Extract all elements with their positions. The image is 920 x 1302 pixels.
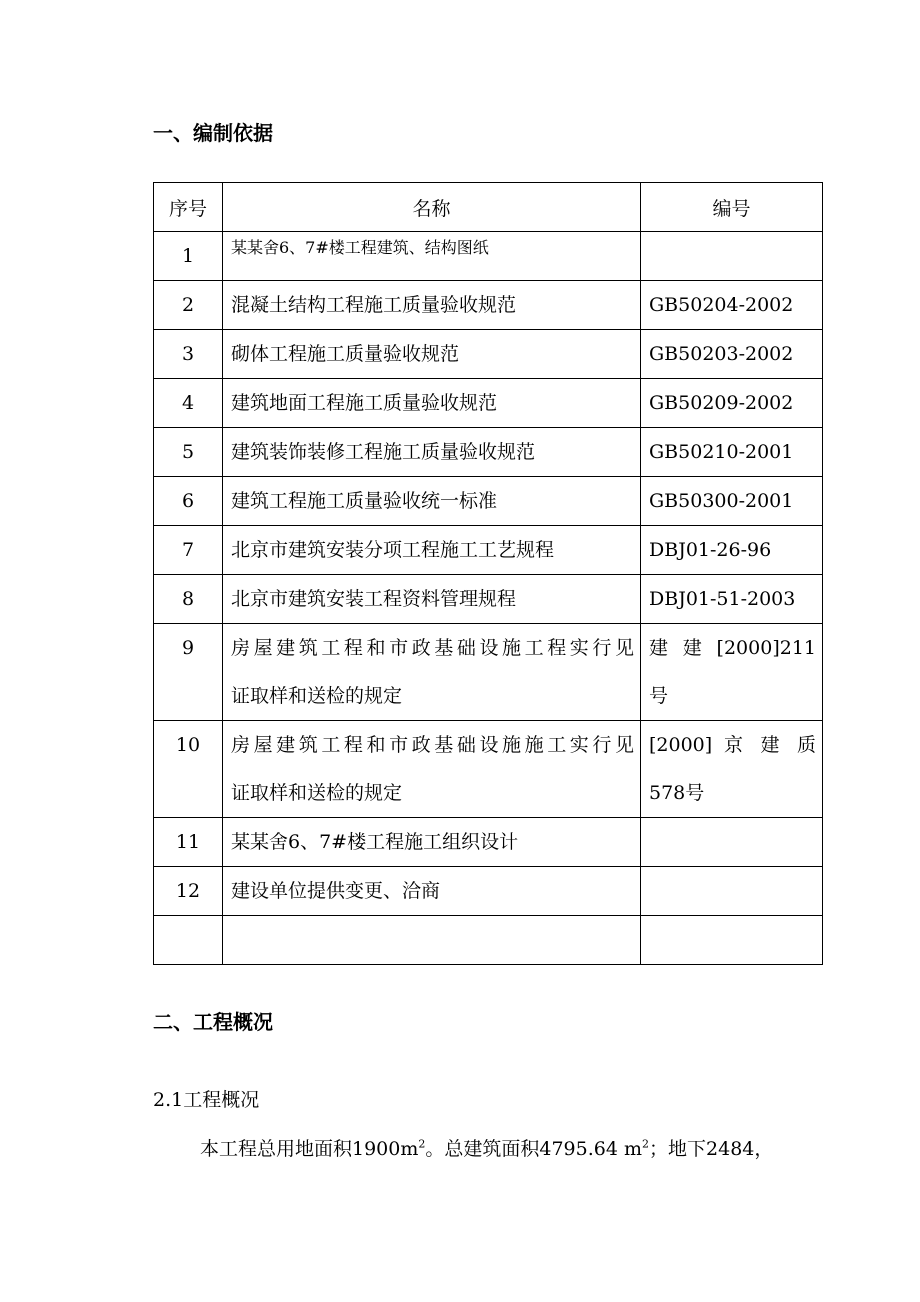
cell-name: 北京市建筑安装分项工程施工工艺规程	[223, 526, 641, 575]
compilation-basis-table	[153, 182, 823, 965]
paragraph-text: 本工程总用地面积1900m	[200, 1138, 419, 1160]
cell-code	[641, 818, 823, 867]
cell-no: 8	[154, 575, 223, 624]
paragraph-text: 。总建筑面积4795.64 m	[425, 1138, 643, 1160]
table-row	[154, 330, 823, 379]
cell-name	[223, 624, 641, 721]
cell-name: 建设单位提供变更、洽商	[223, 867, 641, 916]
table-row	[154, 867, 823, 916]
cell-code: GB50210-2001	[641, 428, 823, 477]
cell-code: DBJ01-26-96	[641, 526, 823, 575]
table-row	[154, 818, 823, 867]
cell-name: 混凝土结构工程施工质量验收规范	[223, 281, 641, 330]
superscript: 2	[642, 1137, 650, 1151]
cell-code: GB50209-2002	[641, 379, 823, 428]
cell-code: GB50203-2002	[641, 330, 823, 379]
cell-no	[154, 916, 223, 965]
cell-code: GB50204-2002	[641, 281, 823, 330]
cell-no: 5	[154, 428, 223, 477]
cell-no: 1	[154, 232, 223, 281]
cell-no: 9	[154, 624, 223, 721]
table-row	[154, 477, 823, 526]
table-row	[154, 232, 823, 281]
table-row	[154, 624, 823, 721]
cell-code-line: 建 建 [2000]211	[649, 637, 816, 659]
cell-name-line: 房屋建筑工程和市政基础设施施工实行见	[231, 734, 634, 756]
cell-name-line: 证取样和送检的规定	[231, 685, 403, 707]
column-header-code: 编号	[641, 183, 823, 232]
cell-name: 北京市建筑安装工程资料管理规程	[223, 575, 641, 624]
cell-name: 某某舍6、7#楼工程施工组织设计	[223, 818, 641, 867]
table-row	[154, 916, 823, 965]
column-header-no: 序号	[154, 183, 223, 232]
table-header-row	[154, 183, 823, 232]
cell-code: DBJ01-51-2003	[641, 575, 823, 624]
cell-code	[641, 721, 823, 818]
cell-no: 7	[154, 526, 223, 575]
cell-name	[223, 721, 641, 818]
cell-name	[223, 916, 641, 965]
cell-no: 11	[154, 818, 223, 867]
table-row	[154, 428, 823, 477]
cell-name: 建筑装饰装修工程施工质量验收规范	[223, 428, 641, 477]
cell-code	[641, 867, 823, 916]
cell-no: 10	[154, 721, 223, 818]
cell-code	[641, 624, 823, 721]
cell-name: 建筑工程施工质量验收统一标准	[223, 477, 641, 526]
cell-no: 2	[154, 281, 223, 330]
cell-name-line: 房屋建筑工程和市政基础设施工程实行见	[231, 637, 634, 659]
cell-code	[641, 916, 823, 965]
table-row	[154, 281, 823, 330]
section-heading-basis: 一、编制依据	[153, 121, 273, 145]
table-row	[154, 379, 823, 428]
cell-name: 建筑地面工程施工质量验收规范	[223, 379, 641, 428]
table-row	[154, 721, 823, 818]
cell-name: 砌体工程施工质量验收规范	[223, 330, 641, 379]
cell-code	[641, 232, 823, 281]
cell-code-line: [2000] 京 建 质	[649, 734, 816, 756]
column-header-name: 名称	[223, 183, 641, 232]
cell-code-line: 号	[649, 685, 669, 707]
cell-no: 12	[154, 867, 223, 916]
table-row	[154, 526, 823, 575]
cell-no: 6	[154, 477, 223, 526]
paragraph-text: ；地下2484，	[649, 1138, 774, 1160]
cell-name-line: 证取样和送检的规定	[231, 782, 403, 804]
table-row	[154, 575, 823, 624]
overview-paragraph	[200, 1135, 830, 1163]
subsection-heading: 2.1工程概况	[153, 1089, 260, 1111]
section-heading-overview: 二、工程概况	[153, 1010, 273, 1034]
cell-no: 4	[154, 379, 223, 428]
superscript: 2	[418, 1137, 426, 1151]
cell-code: GB50300-2001	[641, 477, 823, 526]
cell-no: 3	[154, 330, 223, 379]
cell-code-line: 578号	[649, 782, 705, 804]
cell-name: 某某舍6、7#楼工程建筑、结构图纸	[223, 232, 641, 281]
